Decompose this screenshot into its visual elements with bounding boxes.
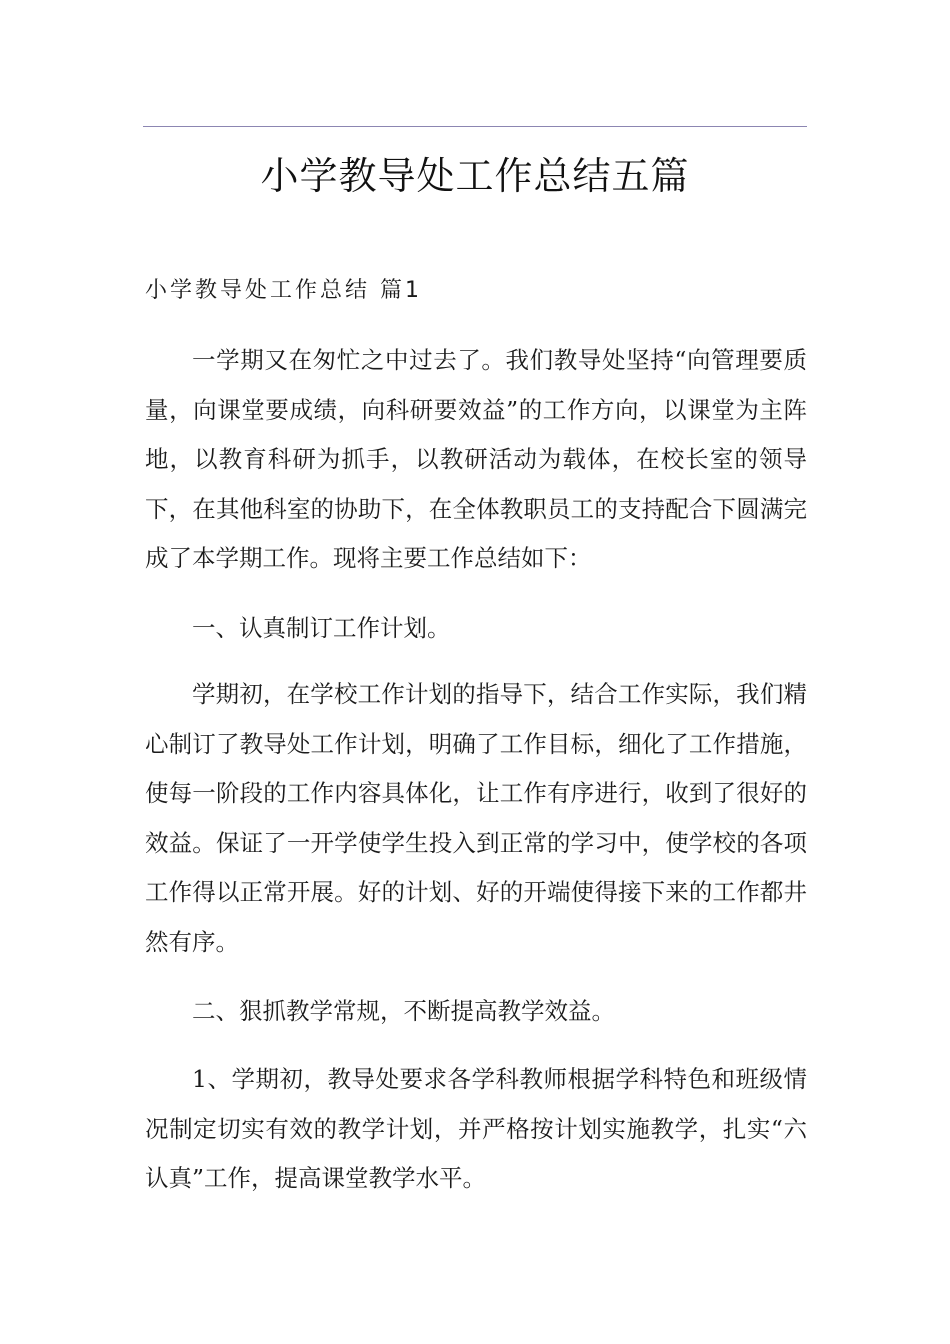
paragraph-planning: 学期初，在学校工作计划的指导下，结合工作实际，我们精心制订了教导处工作计划，明确了工作目标，细化了工作措施，使每一阶段的工作内容具体化，让工作有序进行，收到了很好的效益。保证了一开学使学生投入到正常的学习中，使学校的各项工作得以正常开展。好的计划、好的开端使得接下来的工作都井然有序。 <box>145 680 807 956</box>
paragraph-item-one: 1、学期初，教导处要求各学科教师根据学科特色和班级情况制定切实有效的教学计划，并严格按计划实施教学，扎实“六认真”工作，提高课堂教学水平。 <box>145 1065 807 1192</box>
paragraph-heading-one: 一、认真制订工作计划。 <box>192 614 451 642</box>
document-title: 小学教导处工作总结五篇 <box>260 154 690 198</box>
section-heading: 小学教导处工作总结 篇1 <box>145 278 422 303</box>
paragraph-heading-two: 二、狠抓教学常规，不断提高教学效益。 <box>192 997 615 1025</box>
paragraph-intro: 一学期又在匆忙之中过去了。我们教导处坚持“向管理要质量，向课堂要成绩，向科研要效益”的工作方向，以课堂为主阵地，以教育科研为抓手，以教研活动为载体，在校长室的领导下，在其他科室的协助下，在全体教职员工的支持配合下圆满完成了本学期工作。现将主要工作总结如下： <box>145 346 807 572</box>
header-rule <box>143 126 807 127</box>
